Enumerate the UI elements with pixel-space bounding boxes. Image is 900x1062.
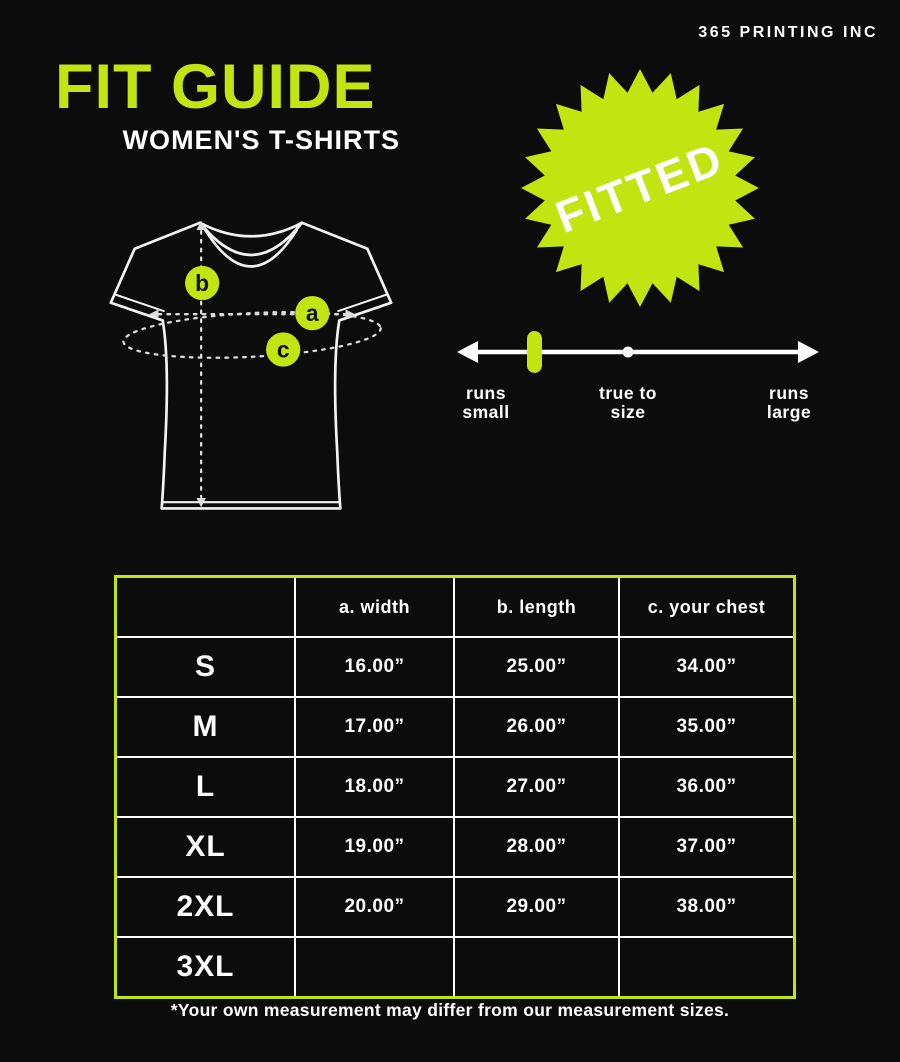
guide-arrowheads (149, 221, 355, 508)
cell-chest: 36.00” (620, 758, 793, 816)
left-arrow-icon (457, 341, 478, 363)
col-header-length: b. length (455, 578, 618, 636)
cell-chest (620, 938, 793, 996)
row-size-label: XL (117, 818, 294, 876)
cell-length: 26.00” (455, 698, 618, 756)
scale-label-runs-large: runs large (766, 383, 812, 422)
cell-width (296, 938, 453, 996)
scale-marker (527, 331, 542, 373)
col-header-chest: c. your chest (620, 578, 793, 636)
cell-width: 16.00” (296, 638, 453, 696)
cell-length: 29.00” (455, 878, 618, 936)
page-subtitle: WOMEN'S T-SHIRTS (122, 125, 400, 155)
right-arrow-icon (798, 341, 819, 363)
size-table (114, 575, 796, 999)
marker-a-label: a (305, 299, 319, 326)
fitted-badge-label: FITTED (548, 132, 731, 243)
tshirt-outline-icon (100, 202, 402, 524)
row-size-label: M (117, 698, 294, 756)
fit-scale (455, 328, 821, 430)
scale-center-tick (623, 347, 634, 358)
row-size-label: 2XL (117, 878, 294, 936)
table-corner-cell (117, 578, 294, 636)
page-title: FIT GUIDE (55, 52, 376, 122)
brand-name: 365 PRINTING INC (698, 24, 878, 41)
marker-c-label: c (276, 336, 290, 363)
title-block (55, 52, 400, 156)
tshirt-diagram (100, 202, 402, 524)
cell-length (455, 938, 618, 996)
cell-chest: 38.00” (620, 878, 793, 936)
col-header-width: a. width (296, 578, 453, 636)
scale-label-runs-small: runs small (462, 383, 510, 422)
cell-width: 17.00” (296, 698, 453, 756)
cell-length: 27.00” (455, 758, 618, 816)
row-size-label: L (117, 758, 294, 816)
scale-label-true-to-size: true to size (599, 383, 657, 422)
row-size-label: 3XL (117, 938, 294, 996)
marker-b-label: b (195, 269, 210, 296)
cell-chest: 34.00” (620, 638, 793, 696)
cell-width: 18.00” (296, 758, 453, 816)
cell-chest: 37.00” (620, 818, 793, 876)
cell-width: 20.00” (296, 878, 453, 936)
fit-scale-axis (455, 328, 821, 376)
cell-chest: 35.00” (620, 698, 793, 756)
measurement-disclaimer: *Your own measurement may differ from our measurement sizes. (170, 1000, 730, 1020)
cell-width: 19.00” (296, 818, 453, 876)
row-size-label: S (117, 638, 294, 696)
cell-length: 25.00” (455, 638, 618, 696)
cell-length: 28.00” (455, 818, 618, 876)
fitted-badge (520, 68, 760, 308)
